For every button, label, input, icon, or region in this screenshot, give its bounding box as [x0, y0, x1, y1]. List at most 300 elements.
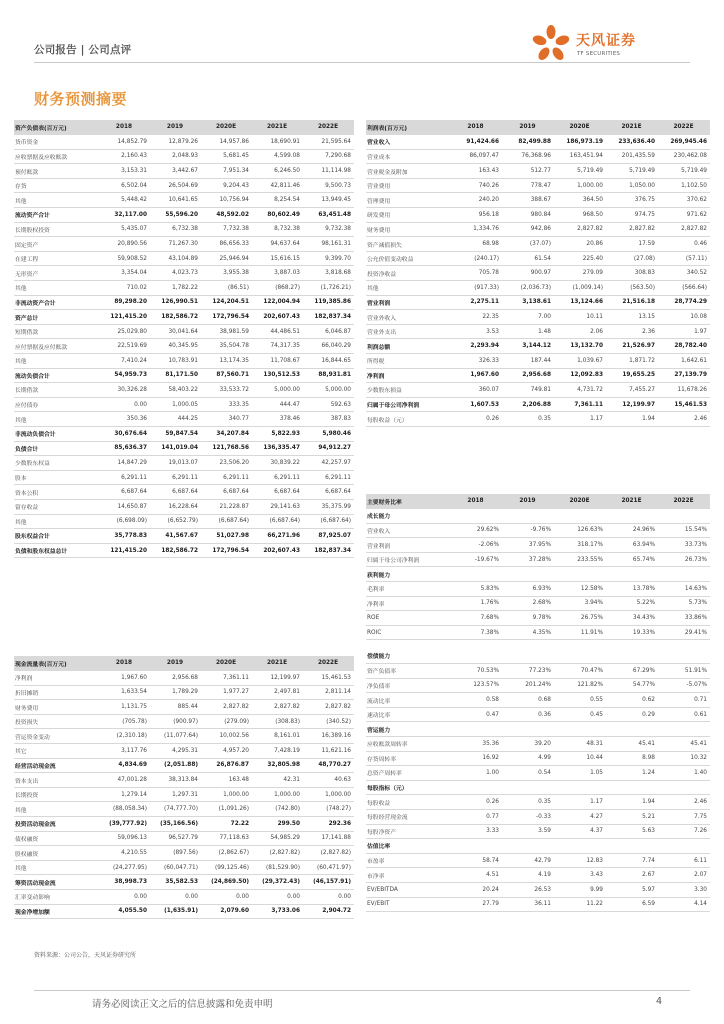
value-cell: 11.91%	[554, 625, 606, 640]
table-row	[14, 485, 354, 500]
value-cell: 0.71	[658, 693, 710, 708]
value-cell: 87,925.07	[303, 529, 354, 544]
value-cell: 6,687.64	[303, 485, 354, 500]
row-label: 净利润	[14, 671, 99, 686]
value-cell: 7.75	[658, 809, 710, 824]
value-cell: 2.36	[606, 324, 658, 339]
value-cell: 201,435.59	[606, 149, 658, 164]
value-cell: 5.97	[606, 882, 658, 897]
table-row	[14, 758, 354, 773]
row-label: 其他	[14, 802, 99, 817]
value-cell: 318.17%	[554, 538, 606, 553]
value-cell: 59,908.52	[99, 251, 150, 266]
row-label: 投资活动现金流	[14, 817, 99, 832]
row-label: 应付票据及应付账款	[14, 339, 99, 354]
value-cell: 10.11	[554, 310, 606, 325]
value-cell: 20.24	[450, 882, 502, 897]
value-cell: 5.83%	[450, 582, 502, 597]
value-cell: 68.98	[450, 237, 502, 252]
value-cell: 942.86	[502, 222, 554, 237]
page-number: 4	[655, 996, 662, 1007]
value-cell: 22.35	[450, 310, 502, 325]
value-cell: (46,157.91)	[303, 875, 354, 890]
value-cell: 11,678.26	[658, 383, 710, 398]
value-cell: 444.47	[252, 397, 303, 412]
header-cell-label: 资产负债表(百万元)	[14, 120, 99, 135]
table-row	[14, 904, 354, 919]
value-cell	[658, 839, 710, 854]
value-cell: 19.33%	[606, 625, 658, 640]
value-cell: 1,871.72	[606, 354, 658, 369]
value-cell: 0.00	[99, 397, 150, 412]
value-cell: 0.46	[658, 237, 710, 252]
table-row	[366, 266, 710, 281]
value-cell: 10,756.94	[201, 193, 252, 208]
value-cell: 1,131.75	[99, 700, 150, 715]
table-header-row	[14, 656, 354, 671]
value-cell	[554, 839, 606, 854]
value-cell: 900.97	[502, 266, 554, 281]
value-cell: 333.35	[201, 397, 252, 412]
value-cell: 2,827.82	[554, 222, 606, 237]
table-row	[14, 412, 354, 427]
table-row	[366, 354, 710, 369]
value-cell: 70.47%	[554, 664, 606, 679]
value-cell: 8,161.01	[252, 729, 303, 744]
value-cell: 163,451.94	[554, 149, 606, 164]
value-cell: 7.38%	[450, 625, 502, 640]
row-label: 营业成本	[366, 149, 450, 164]
row-label: 其它	[14, 744, 99, 759]
value-cell: 2,160.43	[99, 149, 150, 164]
table-header-row	[14, 120, 354, 135]
value-cell: 34.43%	[606, 611, 658, 626]
table-row	[14, 846, 354, 861]
value-cell: 1,607.53	[450, 397, 502, 412]
value-cell: 36.11	[502, 897, 554, 912]
cash-flow-table	[14, 656, 354, 919]
value-cell	[606, 839, 658, 854]
row-label: 投资损失	[14, 714, 99, 729]
value-cell: 1,789.29	[150, 685, 201, 700]
value-cell: 66,040.29	[303, 339, 354, 354]
table-row	[14, 295, 354, 310]
value-cell: 10,002.56	[201, 729, 252, 744]
financial-ratios-table	[366, 494, 710, 912]
value-cell: (279.09)	[201, 714, 252, 729]
value-cell: 27.79	[450, 897, 502, 912]
row-label: 营运资金变动	[14, 729, 99, 744]
value-cell: 37.95%	[502, 538, 554, 553]
value-cell: (24,869.50)	[201, 875, 252, 890]
value-cell: 10.32	[658, 751, 710, 766]
table-row	[366, 193, 710, 208]
value-cell: 7.00	[502, 310, 554, 325]
row-label: 在建工程	[14, 251, 99, 266]
value-cell: (24,277.95)	[99, 860, 150, 875]
table-row	[14, 383, 354, 398]
value-cell: 10.44	[554, 751, 606, 766]
header-cell-year: 2018	[450, 494, 502, 509]
value-cell: 885.44	[150, 700, 201, 715]
value-cell: 8,254.54	[252, 193, 303, 208]
table-row	[14, 251, 354, 266]
table-row	[14, 700, 354, 715]
value-cell: 16,844.65	[303, 354, 354, 369]
value-cell: 42.31	[252, 773, 303, 788]
header-cell-year: 2018	[99, 120, 150, 135]
value-cell: 12,199.97	[606, 397, 658, 412]
value-cell: 1.40	[658, 766, 710, 781]
value-cell: 340.52	[658, 266, 710, 281]
table-row	[14, 135, 354, 150]
table-row	[14, 281, 354, 296]
value-cell: 4.19	[502, 868, 554, 883]
value-cell: -0.33	[502, 809, 554, 824]
value-cell: 2,956.68	[502, 368, 554, 383]
value-cell: 17.59	[606, 237, 658, 252]
table-row	[366, 868, 710, 883]
table-row	[366, 135, 710, 150]
row-label: 应收票据及应收账款	[14, 149, 99, 164]
table-row	[366, 412, 710, 427]
value-cell: 3.59	[502, 824, 554, 839]
row-label: 管理费用	[366, 193, 450, 208]
value-cell: 2,048.93	[150, 149, 201, 164]
value-cell: 63.94%	[606, 538, 658, 553]
row-label: 非流动负债合计	[14, 426, 99, 441]
row-label: 资本公积	[14, 485, 99, 500]
value-cell: 4,731.72	[554, 383, 606, 398]
value-cell: 14,847.29	[99, 456, 150, 471]
value-cell: 1,102.50	[658, 178, 710, 193]
value-cell: 35.36	[450, 737, 502, 752]
value-cell: (2,827.82)	[303, 846, 354, 861]
value-cell: 0.00	[252, 890, 303, 905]
value-cell: -5.07%	[658, 678, 710, 693]
value-cell: 13,132.70	[554, 339, 606, 354]
value-cell: 4,210.55	[99, 846, 150, 861]
value-cell: 38,998.73	[99, 875, 150, 890]
table-row	[366, 737, 710, 752]
header-cell-year: 2022E	[658, 494, 710, 509]
value-cell	[450, 649, 502, 664]
row-label: 经营活动现金流	[14, 758, 99, 773]
value-cell: 269,945.46	[658, 135, 710, 150]
value-cell: 2,293.94	[450, 339, 502, 354]
value-cell: 3.43	[554, 868, 606, 883]
value-cell: 279.09	[554, 266, 606, 281]
value-cell: 9.99	[554, 882, 606, 897]
value-cell	[658, 509, 710, 524]
value-cell: 11,621.16	[303, 744, 354, 759]
value-cell: 20,890.56	[99, 237, 150, 252]
row-label: 营业收入	[366, 135, 450, 150]
header-cell-year: 2021E	[606, 494, 658, 509]
value-cell: 38,313.84	[150, 773, 201, 788]
value-cell: 980.84	[502, 208, 554, 223]
table-row	[14, 222, 354, 237]
header-cell-year: 2022E	[658, 120, 710, 135]
row-label: 少数股东损益	[366, 383, 450, 398]
row-label: 营业收入	[366, 523, 450, 538]
value-cell: 172,796.54	[201, 543, 252, 558]
value-cell: 63,451.48	[303, 208, 354, 223]
value-cell	[658, 780, 710, 795]
value-cell: 956.18	[450, 208, 502, 223]
value-cell: 35,778.83	[99, 529, 150, 544]
value-cell: 202,607.43	[252, 543, 303, 558]
value-cell: 94,637.64	[252, 237, 303, 252]
row-label: 资本支出	[14, 773, 99, 788]
value-cell: 187.44	[502, 354, 554, 369]
value-cell: 13.15	[606, 310, 658, 325]
value-cell: 2.67	[606, 868, 658, 883]
value-cell: 0.26	[450, 412, 502, 427]
row-label: 净利润	[366, 368, 450, 383]
row-label: 存货	[14, 178, 99, 193]
value-cell: 326.33	[450, 354, 502, 369]
value-cell: 6,291.11	[99, 470, 150, 485]
value-cell: 124,204.51	[201, 295, 252, 310]
value-cell: (2,862.67)	[201, 846, 252, 861]
table-row	[14, 802, 354, 817]
value-cell: 66,271.96	[252, 529, 303, 544]
value-cell: 7,410.24	[99, 354, 150, 369]
table-row	[14, 470, 354, 485]
value-cell: 971.62	[658, 208, 710, 223]
value-cell: 0.35	[502, 412, 554, 427]
value-cell: (705.78)	[99, 714, 150, 729]
value-cell: 1.48	[502, 324, 554, 339]
value-cell: 1,633.54	[99, 685, 150, 700]
value-cell: 202,607.43	[252, 310, 303, 325]
value-cell: 40.63	[303, 773, 354, 788]
value-cell: 1,967.60	[99, 671, 150, 686]
value-cell	[606, 722, 658, 737]
value-cell: (1,635.91)	[150, 904, 201, 919]
data-source-note: 资料来源：公司公告，天风证券研究所	[34, 952, 137, 959]
value-cell: 14,650.87	[99, 499, 150, 514]
value-cell: 387.83	[303, 412, 354, 427]
value-cell: 21,228.87	[201, 499, 252, 514]
value-cell: (29,372.43)	[252, 875, 303, 890]
value-cell: (868.27)	[252, 281, 303, 296]
row-label: 少数股东权益	[14, 456, 99, 471]
value-cell: 28,774.29	[658, 295, 710, 310]
header-cell-year: 2022E	[303, 120, 354, 135]
value-cell	[450, 780, 502, 795]
row-label: 投资净收益	[366, 266, 450, 281]
value-cell: 26.53	[502, 882, 554, 897]
row-label: 流动比率	[366, 693, 450, 708]
value-cell: 5.63	[606, 824, 658, 839]
table-header-row	[366, 120, 710, 135]
row-label: 偿债能力	[366, 649, 450, 664]
value-cell: 70.53%	[450, 664, 502, 679]
value-cell: 3,818.68	[303, 266, 354, 281]
row-label: 其他	[366, 281, 450, 296]
value-cell: 3,887.03	[252, 266, 303, 281]
value-cell: 15,461.53	[303, 671, 354, 686]
value-cell: 2,956.68	[150, 671, 201, 686]
row-label: 营业外收入	[366, 310, 450, 325]
value-cell: 38,981.59	[201, 324, 252, 339]
value-cell: 30,041.64	[150, 324, 201, 339]
value-cell: 26.75%	[554, 611, 606, 626]
row-label: 资产减值损失	[366, 237, 450, 252]
value-cell: 1,279.14	[99, 787, 150, 802]
value-cell: 6,291.11	[201, 470, 252, 485]
value-cell: 1,967.60	[450, 368, 502, 383]
value-cell: 12,092.83	[554, 368, 606, 383]
value-cell: (37.07)	[502, 237, 554, 252]
table-row	[14, 831, 354, 846]
row-label: 其他	[14, 193, 99, 208]
value-cell: 3,354.04	[99, 266, 150, 281]
value-cell: 0.61	[658, 707, 710, 722]
value-cell: 21,595.64	[303, 135, 354, 150]
value-cell: 0.35	[502, 795, 554, 810]
value-cell: 360.07	[450, 383, 502, 398]
value-cell: 47,001.28	[99, 773, 150, 788]
value-cell: 5,719.49	[554, 164, 606, 179]
table-row	[366, 538, 710, 553]
row-label: 其他	[14, 514, 99, 529]
table-row	[366, 839, 710, 854]
value-cell: 8,732.38	[252, 222, 303, 237]
table-row	[366, 824, 710, 839]
value-cell: 2,827.82	[658, 222, 710, 237]
value-cell: 130,512.53	[252, 368, 303, 383]
value-cell: 5,000.00	[252, 383, 303, 398]
value-cell: 0.62	[606, 693, 658, 708]
table-row	[366, 208, 710, 223]
value-cell: 4,957.20	[201, 744, 252, 759]
row-label: 折旧摊销	[14, 685, 99, 700]
value-cell: 1.94	[606, 795, 658, 810]
value-cell	[554, 567, 606, 582]
table-row	[366, 397, 710, 412]
value-cell: 29,141.63	[252, 499, 303, 514]
value-cell: (6,652.79)	[150, 514, 201, 529]
table-row	[14, 685, 354, 700]
table-row	[14, 875, 354, 890]
row-label: 营业利润	[366, 295, 450, 310]
value-cell	[450, 839, 502, 854]
value-cell	[658, 649, 710, 664]
value-cell: 968.50	[554, 208, 606, 223]
value-cell: (748.27)	[303, 802, 354, 817]
value-cell	[502, 780, 554, 795]
value-cell: 121.82%	[554, 678, 606, 693]
table-row	[14, 266, 354, 281]
table-row	[14, 729, 354, 744]
value-cell: 4.27	[554, 809, 606, 824]
value-cell: 7,290.68	[303, 149, 354, 164]
value-cell: (742.80)	[252, 802, 303, 817]
table-row	[14, 339, 354, 354]
row-label: 负债和股东权益总计	[14, 543, 99, 558]
value-cell: 1,782.22	[150, 281, 201, 296]
value-cell: 22,519.69	[99, 339, 150, 354]
value-cell: 4,599.08	[252, 149, 303, 164]
row-label: 非流动资产合计	[14, 295, 99, 310]
value-cell: 25,946.94	[201, 251, 252, 266]
value-cell: 98,161.31	[303, 237, 354, 252]
table-row	[366, 664, 710, 679]
value-cell	[502, 567, 554, 582]
table-row	[366, 552, 710, 567]
value-cell: 182,837.34	[303, 543, 354, 558]
table-row	[14, 543, 354, 558]
value-cell: 0.29	[606, 707, 658, 722]
value-cell: 94,912.27	[303, 441, 354, 456]
header-cell-year: 2019	[150, 656, 201, 671]
value-cell: 705.78	[450, 266, 502, 281]
value-cell: 2,827.82	[201, 700, 252, 715]
value-cell: 10,783.91	[150, 354, 201, 369]
value-cell: 29.62%	[450, 523, 502, 538]
value-cell: 45.41	[606, 737, 658, 752]
value-cell: 1.24	[606, 766, 658, 781]
value-cell: 1,977.27	[201, 685, 252, 700]
value-cell: 23,506.20	[201, 456, 252, 471]
value-cell: 42,811.46	[252, 178, 303, 193]
row-label: 流动负债合计	[14, 368, 99, 383]
value-cell: 6.11	[658, 853, 710, 868]
value-cell: 3,144.12	[502, 339, 554, 354]
value-cell: 350.36	[99, 412, 150, 427]
value-cell: 0.77	[450, 809, 502, 824]
value-cell: 12,879.26	[150, 135, 201, 150]
value-cell: 9,399.70	[303, 251, 354, 266]
header-cell-year: 2018	[450, 120, 502, 135]
table-row	[14, 441, 354, 456]
value-cell: 91,424.66	[450, 135, 502, 150]
table-row	[366, 809, 710, 824]
row-label: 营业利润	[366, 538, 450, 553]
value-cell: 6,502.04	[99, 178, 150, 193]
table-row	[14, 193, 354, 208]
row-label: 总资产周转率	[366, 766, 450, 781]
row-label: 净利率	[366, 596, 450, 611]
value-cell: 123.57%	[450, 678, 502, 693]
value-cell: 3,955.38	[201, 266, 252, 281]
value-cell: 14,957.86	[201, 135, 252, 150]
header-cell-year: 2022E	[303, 656, 354, 671]
value-cell: (917.33)	[450, 281, 502, 296]
table-row	[366, 625, 710, 640]
value-cell: -2.06%	[450, 538, 502, 553]
table-row	[14, 178, 354, 193]
table-row	[366, 780, 710, 795]
value-cell: 33,533.72	[201, 383, 252, 398]
value-cell: 5,719.49	[658, 164, 710, 179]
value-cell: 126.63%	[554, 523, 606, 538]
value-cell: (340.52)	[303, 714, 354, 729]
value-cell: 230,462.08	[658, 149, 710, 164]
value-cell: 710.02	[99, 281, 150, 296]
value-cell: 85,636.37	[99, 441, 150, 456]
row-label: 股本	[14, 470, 99, 485]
value-cell: 33.73%	[658, 538, 710, 553]
value-cell: 15.54%	[658, 523, 710, 538]
value-cell: 1.17	[554, 412, 606, 427]
value-cell: 3.53	[450, 324, 502, 339]
value-cell: (2,310.18)	[99, 729, 150, 744]
value-cell: (39,777.92)	[99, 817, 150, 832]
